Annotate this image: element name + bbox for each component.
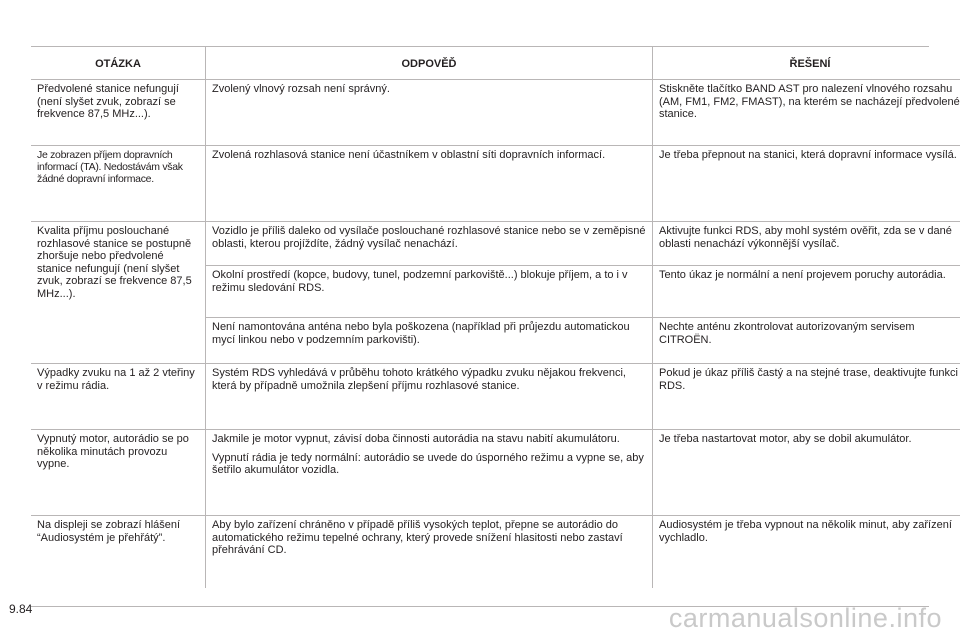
header-answer: ODPOVĚĎ: [206, 46, 653, 80]
answer-cell: Zvolená rozhlasová stanice není účastníkem v oblastní síti dopravních informací.: [206, 146, 653, 222]
answer-paragraph: Jakmile je motor vypnut, závisí doba činnosti autorádia na stavu nabití akumulátoru.: [212, 433, 620, 445]
question-cell: Je zobrazen příjem dopravních informací (TA). Nedostávám však žádné dopravní informace.: [31, 146, 206, 222]
table-row: [31, 146, 960, 222]
answer-cell: [206, 430, 653, 516]
page-number: 9.84: [9, 602, 33, 616]
table-row: [31, 430, 960, 516]
watermark-text: carmanualsonline.info: [668, 603, 942, 633]
answer-cell: Systém RDS vyhledává v průběhu tohoto krátkého výpadku zvuku nějakou frekvenci, která by případně umožnila zlepšení příjmu rozhlasové stanice.: [206, 364, 653, 430]
answer-cell: Zvolený vlnový rozsah není správný.: [206, 80, 653, 146]
solution-cell: Je třeba přepnout na stanici, která dopravní informace vysílá.: [653, 146, 960, 222]
table-row: [31, 516, 960, 588]
answer-cell: Okolní prostředí (kopce, budovy, tunel, podzemní parkoviště...) blokuje příjem, a to i v režimu sledování RDS.: [206, 266, 653, 318]
header-question: OTÁZKA: [31, 46, 206, 80]
header-row: [31, 46, 960, 80]
solution-cell: Je třeba nastartovat motor, aby se dobil akumulátor.: [653, 430, 960, 516]
answer-cell: Není namontována anténa nebo byla poškozena (například při průjezdu automatickou mycí linkou nebo v podzemním parkovišti).: [206, 318, 653, 364]
table-row: [31, 222, 960, 266]
question-cell: Na displeji se zobrazí hlášení “Audiosystém je přehřátý”.: [31, 516, 206, 588]
question-cell: Vypnutý motor, autorádio se po několika minutách provozu vypne.: [31, 430, 206, 516]
table-row: [31, 80, 960, 146]
header-solution: ŘEŠENÍ: [653, 46, 960, 80]
question-cell: Výpadky zvuku na 1 až 2 vteřiny v režimu rádia.: [31, 364, 206, 430]
solution-cell: Tento úkaz je normální a není projevem poruchy autorádia.: [653, 266, 960, 318]
table-row: [31, 364, 960, 430]
solution-cell: Nechte anténu zkontrolovat autorizovaným servisem CITROËN.: [653, 318, 960, 364]
solution-cell: Pokud je úkaz příliš častý a na stejné trase, deaktivujte funkci RDS.: [653, 364, 960, 430]
troubleshooting-table: [31, 46, 960, 588]
solution-cell: Audiosystém je třeba vypnout na několik minut, aby zařízení vychladlo.: [653, 516, 960, 588]
solution-cell: Stiskněte tlačítko BAND AST pro nalezení vlnového rozsahu (AM, FM1, FM2, FMAST), na kterém se nacházejí předvolené stanice.: [659, 83, 960, 120]
question-cell: Kvalita příjmu poslouchané rozhlasové stanice se postupně zhoršuje nebo předvolené stanice nefungují (není slyšet zvuk, zobrazí se frekvence 87,5 MHz...).: [31, 222, 206, 364]
question-cell: Předvolené stanice nefungují (není slyšet zvuk, zobrazí se frekvence 87,5 MHz...).: [31, 80, 206, 146]
answer-cell: Aby bylo zařízení chráněno v případě příliš vysokých teplot, přepne se autorádio do automatického režimu tepelné ochrany, který provede snížení hlasitosti nebo zastaví přehrávání CD.: [206, 516, 653, 588]
answer-cell: Vozidlo je příliš daleko od vysílače poslouchané rozhlasové stanice nebo se v zeměpisné oblasti, kterou projíždíte, žádný vysílač nenachází.: [206, 222, 653, 266]
answer-paragraph: Vypnutí rádia je tedy normální: autorádio se uvede do úsporného režimu a vypne se, aby šetřilo akumulátor vozidla.: [212, 451, 644, 476]
solution-cell: Aktivujte funkci RDS, aby mohl systém ověřit, zda se v dané oblasti nenachází výkonnější vysílač.: [653, 222, 960, 266]
